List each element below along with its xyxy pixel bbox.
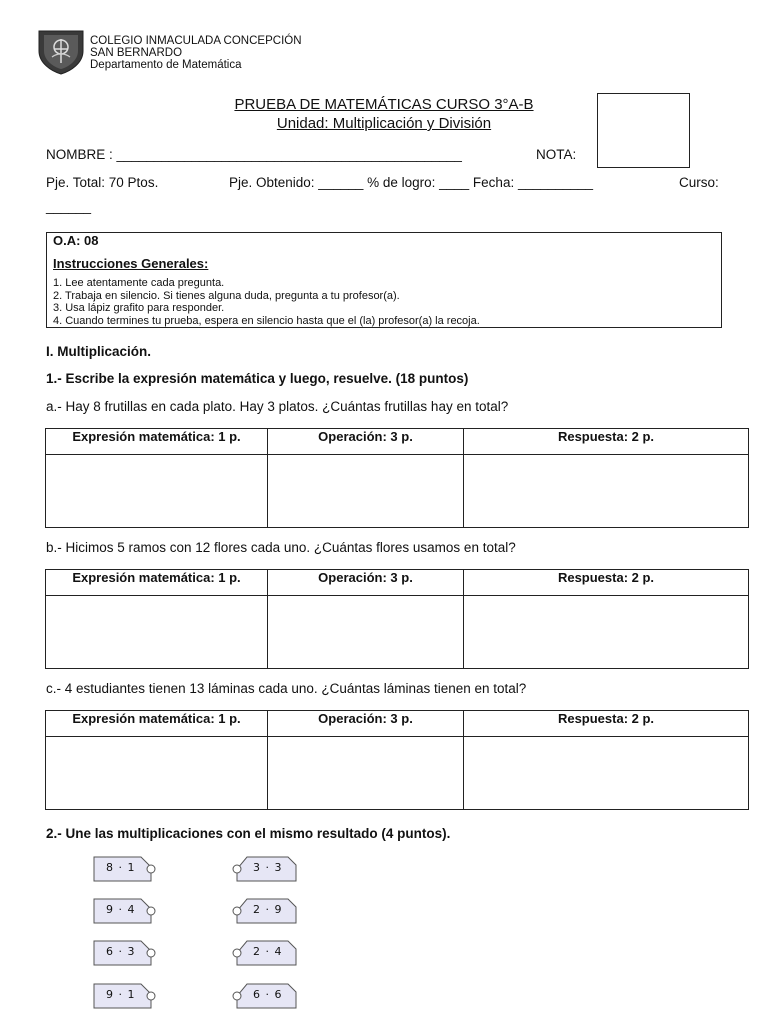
test-title: PRUEBA DE MATEMÁTICAS CURSO 3°A-B <box>234 96 534 113</box>
school-header <box>90 35 302 71</box>
answer-table-c <box>45 710 749 810</box>
total-score: Pje. Total: 70 Ptos. <box>46 175 159 190</box>
match-card-left[interactable] <box>93 856 151 880</box>
course-field[interactable]: ______ <box>46 199 92 214</box>
header-expression: Expresión matemática: 1 p. <box>46 711 268 737</box>
multiplication-text: 2 · 9 <box>253 903 283 916</box>
multiplication-text: 6 · 6 <box>253 988 283 1001</box>
multiplication-text: 8 · 1 <box>106 861 136 874</box>
question-1: 1.- Escribe la expresión matemática y luego, resuelve. (18 puntos) <box>46 371 469 386</box>
score-date-fields[interactable]: Pje. Obtenido: ______ % de logro: ____ Fecha: __________ <box>229 175 594 190</box>
header-expression: Expresión matemática: 1 p. <box>46 570 268 596</box>
match-card-right[interactable] <box>232 856 290 880</box>
course-label: Curso: <box>679 175 719 190</box>
school-city: SAN BERNARDO <box>90 47 183 59</box>
header-expression: Expresión matemática: 1 p. <box>46 429 268 455</box>
instruction-item: 2. Trabaja en silencio. Si tienes alguna duda, pregunta a tu profesor(a). <box>53 289 400 302</box>
match-card-left[interactable] <box>93 983 151 1007</box>
operation-cell[interactable] <box>268 596 464 669</box>
answer-cell[interactable] <box>464 455 749 528</box>
instructions-heading: Instrucciones Generales: <box>53 256 209 271</box>
department-name: Departamento de Matemática <box>90 59 242 71</box>
grade-label: NOTA: <box>536 147 577 162</box>
answer-table-b <box>45 569 749 669</box>
instructions-list <box>53 277 715 327</box>
match-card-left[interactable] <box>93 940 151 964</box>
header-answer: Respuesta: 2 p. <box>464 429 749 455</box>
operation-cell[interactable] <box>268 455 464 528</box>
grade-box[interactable] <box>597 93 690 168</box>
match-card-right[interactable] <box>232 898 290 922</box>
answer-cell[interactable] <box>464 737 749 810</box>
question-2: 2.- Une las multiplicaciones con el mismo resultado (4 puntos). <box>46 826 451 841</box>
multiplication-text: 9 · 1 <box>106 988 136 1001</box>
learning-objective: O.A: 08 <box>53 233 99 248</box>
question-1b: b.- Hicimos 5 ramos con 12 flores cada uno. ¿Cuántas flores usamos en total? <box>46 540 516 555</box>
header-answer: Respuesta: 2 p. <box>464 570 749 596</box>
instruction-item: 1. Lee atentamente cada pregunta. <box>53 277 225 289</box>
match-card-right[interactable] <box>232 940 290 964</box>
multiplication-text: 3 · 3 <box>253 861 283 874</box>
instruction-item: 4. Cuando termines tu prueba, espera en silencio hasta que el (la) profesor(a) la recoja. <box>53 314 480 327</box>
header-answer: Respuesta: 2 p. <box>464 711 749 737</box>
answer-cell[interactable] <box>464 596 749 669</box>
section-title: I. Multiplicación. <box>46 344 152 359</box>
expression-cell[interactable] <box>46 455 268 528</box>
header-operation: Operación: 3 p. <box>268 711 464 737</box>
multiplication-text: 9 · 4 <box>106 903 136 916</box>
instruction-item: 3. Usa lápiz grafito para responder. <box>53 302 225 314</box>
name-field[interactable]: NOMBRE : ______________________________________________ <box>46 147 462 162</box>
header-operation: Operación: 3 p. <box>268 570 464 596</box>
unit-title: Unidad: Multiplicación y División <box>276 115 492 132</box>
header-operation: Operación: 3 p. <box>268 429 464 455</box>
match-card-right[interactable] <box>232 983 290 1007</box>
match-card-left[interactable] <box>93 898 151 922</box>
question-1a: a.- Hay 8 frutillas en cada plato. Hay 3 platos. ¿Cuántas frutillas hay en total? <box>46 399 509 414</box>
multiplication-text: 6 · 3 <box>106 945 136 958</box>
school-name: COLEGIO INMACULADA CONCEPCIÓN <box>90 35 302 47</box>
instructions-box <box>46 232 722 328</box>
operation-cell[interactable] <box>268 737 464 810</box>
school-crest-icon <box>37 27 85 75</box>
multiplication-text: 2 · 4 <box>253 945 283 958</box>
expression-cell[interactable] <box>46 737 268 810</box>
answer-table-a <box>45 428 749 528</box>
question-1c: c.- 4 estudiantes tienen 13 láminas cada uno. ¿Cuántas láminas tienen en total? <box>46 681 527 696</box>
expression-cell[interactable] <box>46 596 268 669</box>
